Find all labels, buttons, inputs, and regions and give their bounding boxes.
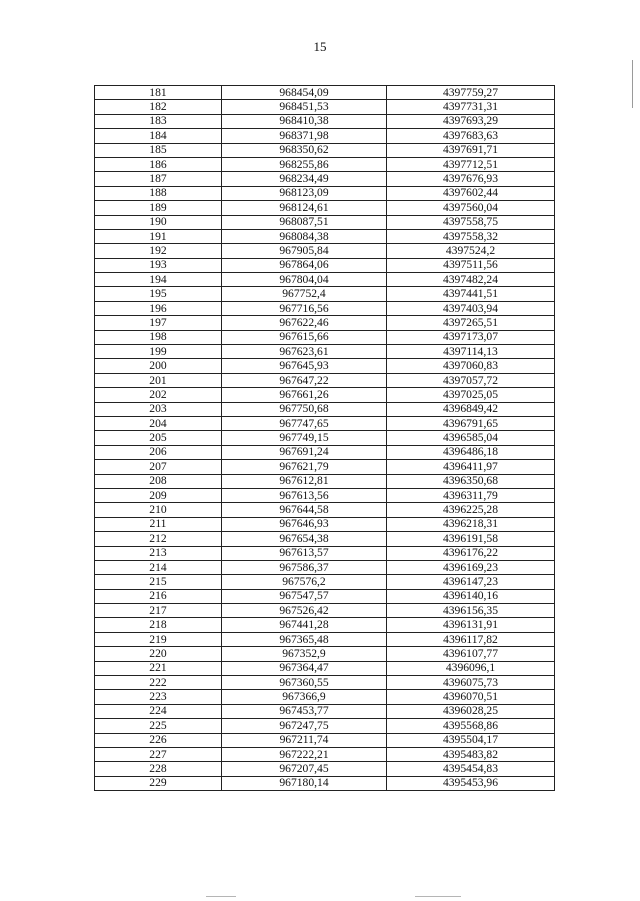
- table-row: [95, 345, 555, 359]
- y-coordinate-cell: 4397558,75: [387, 215, 555, 229]
- table-row: [95, 172, 555, 186]
- point-number-cell: 227: [95, 747, 222, 761]
- x-coordinate-cell: 967547,57: [222, 589, 387, 603]
- point-number-cell: 202: [95, 388, 222, 402]
- x-coordinate-cell: 967622,46: [222, 316, 387, 330]
- scan-margin-mark: [632, 60, 633, 108]
- x-coordinate-cell: 968084,38: [222, 229, 387, 243]
- y-coordinate-cell: 4397602,44: [387, 186, 555, 200]
- table-row: [95, 330, 555, 344]
- table-row: [95, 632, 555, 646]
- x-coordinate-cell: 967804,04: [222, 273, 387, 287]
- point-number-cell: 186: [95, 157, 222, 171]
- x-coordinate-cell: 968123,09: [222, 186, 387, 200]
- x-coordinate-cell: 967905,84: [222, 244, 387, 258]
- point-number-cell: 192: [95, 244, 222, 258]
- x-coordinate-cell: 967612,81: [222, 474, 387, 488]
- x-coordinate-cell: 967621,79: [222, 460, 387, 474]
- y-coordinate-cell: 4397683,63: [387, 129, 555, 143]
- point-number-cell: 215: [95, 575, 222, 589]
- x-coordinate-cell: 968451,53: [222, 100, 387, 114]
- y-coordinate-cell: 4396486,18: [387, 445, 555, 459]
- x-coordinate-cell: 967586,37: [222, 560, 387, 574]
- x-coordinate-cell: 967716,56: [222, 301, 387, 315]
- y-coordinate-cell: 4396140,16: [387, 589, 555, 603]
- x-coordinate-cell: 967654,38: [222, 532, 387, 546]
- y-coordinate-cell: 4397114,13: [387, 345, 555, 359]
- point-number-cell: 193: [95, 258, 222, 272]
- table-row: [95, 546, 555, 560]
- coordinate-table-body: [95, 86, 555, 791]
- table-row: [95, 431, 555, 445]
- point-number-cell: 222: [95, 676, 222, 690]
- y-coordinate-cell: 4396350,68: [387, 474, 555, 488]
- y-coordinate-cell: 4396191,58: [387, 532, 555, 546]
- y-coordinate-cell: 4397403,94: [387, 301, 555, 315]
- point-number-cell: 184: [95, 129, 222, 143]
- point-number-cell: 189: [95, 201, 222, 215]
- y-coordinate-cell: 4395454,83: [387, 762, 555, 776]
- table-row: [95, 474, 555, 488]
- table-row: [95, 560, 555, 574]
- point-number-cell: 187: [95, 172, 222, 186]
- point-number-cell: 203: [95, 402, 222, 416]
- y-coordinate-cell: 4395504,17: [387, 733, 555, 747]
- table-row: [95, 215, 555, 229]
- point-number-cell: 188: [95, 186, 222, 200]
- y-coordinate-cell: 4396147,23: [387, 575, 555, 589]
- y-coordinate-cell: 4396070,51: [387, 690, 555, 704]
- point-number-cell: 207: [95, 460, 222, 474]
- x-coordinate-cell: 968350,62: [222, 143, 387, 157]
- y-coordinate-cell: 4396311,79: [387, 488, 555, 502]
- table-row: [95, 86, 555, 100]
- point-number-cell: 185: [95, 143, 222, 157]
- point-number-cell: 198: [95, 330, 222, 344]
- table-row: [95, 229, 555, 243]
- table-row: [95, 388, 555, 402]
- table-row: [95, 532, 555, 546]
- y-coordinate-cell: 4395453,96: [387, 776, 555, 790]
- x-coordinate-cell: 967661,26: [222, 388, 387, 402]
- point-number-cell: 225: [95, 719, 222, 733]
- point-number-cell: 191: [95, 229, 222, 243]
- point-number-cell: 201: [95, 373, 222, 387]
- x-coordinate-cell: 967864,06: [222, 258, 387, 272]
- y-coordinate-cell: 4396585,04: [387, 431, 555, 445]
- table-row: [95, 618, 555, 632]
- point-number-cell: 181: [95, 86, 222, 100]
- x-coordinate-cell: 967613,57: [222, 546, 387, 560]
- point-number-cell: 216: [95, 589, 222, 603]
- point-number-cell: 199: [95, 345, 222, 359]
- table-row: [95, 402, 555, 416]
- x-coordinate-cell: 967623,61: [222, 345, 387, 359]
- point-number-cell: 219: [95, 632, 222, 646]
- x-coordinate-cell: 968371,98: [222, 129, 387, 143]
- point-number-cell: 217: [95, 604, 222, 618]
- table-row: [95, 143, 555, 157]
- table-row: [95, 719, 555, 733]
- table-row: [95, 201, 555, 215]
- table-row: [95, 129, 555, 143]
- y-coordinate-cell: 4397511,56: [387, 258, 555, 272]
- y-coordinate-cell: 4397731,31: [387, 100, 555, 114]
- x-coordinate-cell: 968255,86: [222, 157, 387, 171]
- y-coordinate-cell: 4396028,25: [387, 704, 555, 718]
- x-coordinate-cell: 967644,58: [222, 503, 387, 517]
- point-number-cell: 212: [95, 532, 222, 546]
- point-number-cell: 197: [95, 316, 222, 330]
- y-coordinate-cell: 4396176,22: [387, 546, 555, 560]
- point-number-cell: 206: [95, 445, 222, 459]
- x-coordinate-cell: 967526,42: [222, 604, 387, 618]
- x-coordinate-cell: 967453,77: [222, 704, 387, 718]
- table-row: [95, 157, 555, 171]
- y-coordinate-cell: 4397676,93: [387, 172, 555, 186]
- table-row: [95, 244, 555, 258]
- y-coordinate-cell: 4396075,73: [387, 676, 555, 690]
- y-coordinate-cell: 4397558,32: [387, 229, 555, 243]
- point-number-cell: 194: [95, 273, 222, 287]
- x-coordinate-cell: 967750,68: [222, 402, 387, 416]
- x-coordinate-cell: 967647,22: [222, 373, 387, 387]
- x-coordinate-cell: 967441,28: [222, 618, 387, 632]
- table-row: [95, 647, 555, 661]
- y-coordinate-cell: 4396225,28: [387, 503, 555, 517]
- table-row: [95, 733, 555, 747]
- point-number-cell: 183: [95, 114, 222, 128]
- x-coordinate-cell: 967749,15: [222, 431, 387, 445]
- y-coordinate-cell: 4397060,83: [387, 359, 555, 373]
- table-row: [95, 445, 555, 459]
- y-coordinate-cell: 4396096,1: [387, 661, 555, 675]
- table-row: [95, 762, 555, 776]
- table-row: [95, 589, 555, 603]
- table-row: [95, 776, 555, 790]
- y-coordinate-cell: 4396131,91: [387, 618, 555, 632]
- point-number-cell: 204: [95, 416, 222, 430]
- table-row: [95, 186, 555, 200]
- point-number-cell: 208: [95, 474, 222, 488]
- point-number-cell: 226: [95, 733, 222, 747]
- x-coordinate-cell: 967366,9: [222, 690, 387, 704]
- y-coordinate-cell: 4397057,72: [387, 373, 555, 387]
- x-coordinate-cell: 967365,48: [222, 632, 387, 646]
- x-coordinate-cell: 967207,45: [222, 762, 387, 776]
- y-coordinate-cell: 4396117,82: [387, 632, 555, 646]
- scan-speck: [206, 896, 236, 897]
- point-number-cell: 229: [95, 776, 222, 790]
- point-number-cell: 223: [95, 690, 222, 704]
- table-row: [95, 316, 555, 330]
- point-number-cell: 195: [95, 287, 222, 301]
- table-row: [95, 273, 555, 287]
- table-row: [95, 575, 555, 589]
- table-row: [95, 704, 555, 718]
- page-number: 15: [313, 39, 327, 54]
- y-coordinate-cell: 4397560,04: [387, 201, 555, 215]
- coordinate-table: [94, 85, 555, 791]
- scan-speck: [415, 896, 461, 897]
- table-row: [95, 676, 555, 690]
- y-coordinate-cell: 4397524,2: [387, 244, 555, 258]
- point-number-cell: 224: [95, 704, 222, 718]
- table-row: [95, 416, 555, 430]
- table-row: [95, 661, 555, 675]
- y-coordinate-cell: 4396169,23: [387, 560, 555, 574]
- x-coordinate-cell: 968410,38: [222, 114, 387, 128]
- point-number-cell: 213: [95, 546, 222, 560]
- y-coordinate-cell: 4397759,27: [387, 86, 555, 100]
- x-coordinate-cell: 968454,09: [222, 86, 387, 100]
- point-number-cell: 196: [95, 301, 222, 315]
- point-number-cell: 221: [95, 661, 222, 675]
- y-coordinate-cell: 4397265,51: [387, 316, 555, 330]
- y-coordinate-cell: 4397693,29: [387, 114, 555, 128]
- x-coordinate-cell: 968087,51: [222, 215, 387, 229]
- table-row: [95, 488, 555, 502]
- y-coordinate-cell: 4396156,35: [387, 604, 555, 618]
- table-row: [95, 604, 555, 618]
- table-row: [95, 517, 555, 531]
- y-coordinate-cell: 4396849,42: [387, 402, 555, 416]
- y-coordinate-cell: 4397482,24: [387, 273, 555, 287]
- table-row: [95, 460, 555, 474]
- y-coordinate-cell: 4397712,51: [387, 157, 555, 171]
- table-row: [95, 359, 555, 373]
- point-number-cell: 220: [95, 647, 222, 661]
- point-number-cell: 190: [95, 215, 222, 229]
- x-coordinate-cell: 967360,55: [222, 676, 387, 690]
- point-number-cell: 214: [95, 560, 222, 574]
- x-coordinate-cell: 967247,75: [222, 719, 387, 733]
- y-coordinate-cell: 4397691,71: [387, 143, 555, 157]
- point-number-cell: 228: [95, 762, 222, 776]
- x-coordinate-cell: 967576,2: [222, 575, 387, 589]
- table-row: [95, 301, 555, 315]
- point-number-cell: 210: [95, 503, 222, 517]
- x-coordinate-cell: 967747,65: [222, 416, 387, 430]
- x-coordinate-cell: 967646,93: [222, 517, 387, 531]
- x-coordinate-cell: 967615,66: [222, 330, 387, 344]
- x-coordinate-cell: 967691,24: [222, 445, 387, 459]
- x-coordinate-cell: 967211,74: [222, 733, 387, 747]
- table-row: [95, 100, 555, 114]
- y-coordinate-cell: 4397025,05: [387, 388, 555, 402]
- y-coordinate-cell: 4396107,77: [387, 647, 555, 661]
- table-row: [95, 287, 555, 301]
- table-row: [95, 258, 555, 272]
- y-coordinate-cell: 4396411,97: [387, 460, 555, 474]
- table-row: [95, 373, 555, 387]
- x-coordinate-cell: 967222,21: [222, 747, 387, 761]
- y-coordinate-cell: 4395483,82: [387, 747, 555, 761]
- table-row: [95, 114, 555, 128]
- x-coordinate-cell: 967364,47: [222, 661, 387, 675]
- table-row: [95, 747, 555, 761]
- table-row: [95, 503, 555, 517]
- x-coordinate-cell: 968234,49: [222, 172, 387, 186]
- table-row: [95, 690, 555, 704]
- point-number-cell: 211: [95, 517, 222, 531]
- y-coordinate-cell: 4396218,31: [387, 517, 555, 531]
- y-coordinate-cell: 4397173,07: [387, 330, 555, 344]
- x-coordinate-cell: 967352,9: [222, 647, 387, 661]
- point-number-cell: 209: [95, 488, 222, 502]
- x-coordinate-cell: 967752,4: [222, 287, 387, 301]
- point-number-cell: 200: [95, 359, 222, 373]
- y-coordinate-cell: 4395568,86: [387, 719, 555, 733]
- point-number-cell: 182: [95, 100, 222, 114]
- x-coordinate-cell: 967645,93: [222, 359, 387, 373]
- x-coordinate-cell: 967613,56: [222, 488, 387, 502]
- x-coordinate-cell: 967180,14: [222, 776, 387, 790]
- y-coordinate-cell: 4397441,51: [387, 287, 555, 301]
- y-coordinate-cell: 4396791,65: [387, 416, 555, 430]
- x-coordinate-cell: 968124,61: [222, 201, 387, 215]
- point-number-cell: 205: [95, 431, 222, 445]
- point-number-cell: 218: [95, 618, 222, 632]
